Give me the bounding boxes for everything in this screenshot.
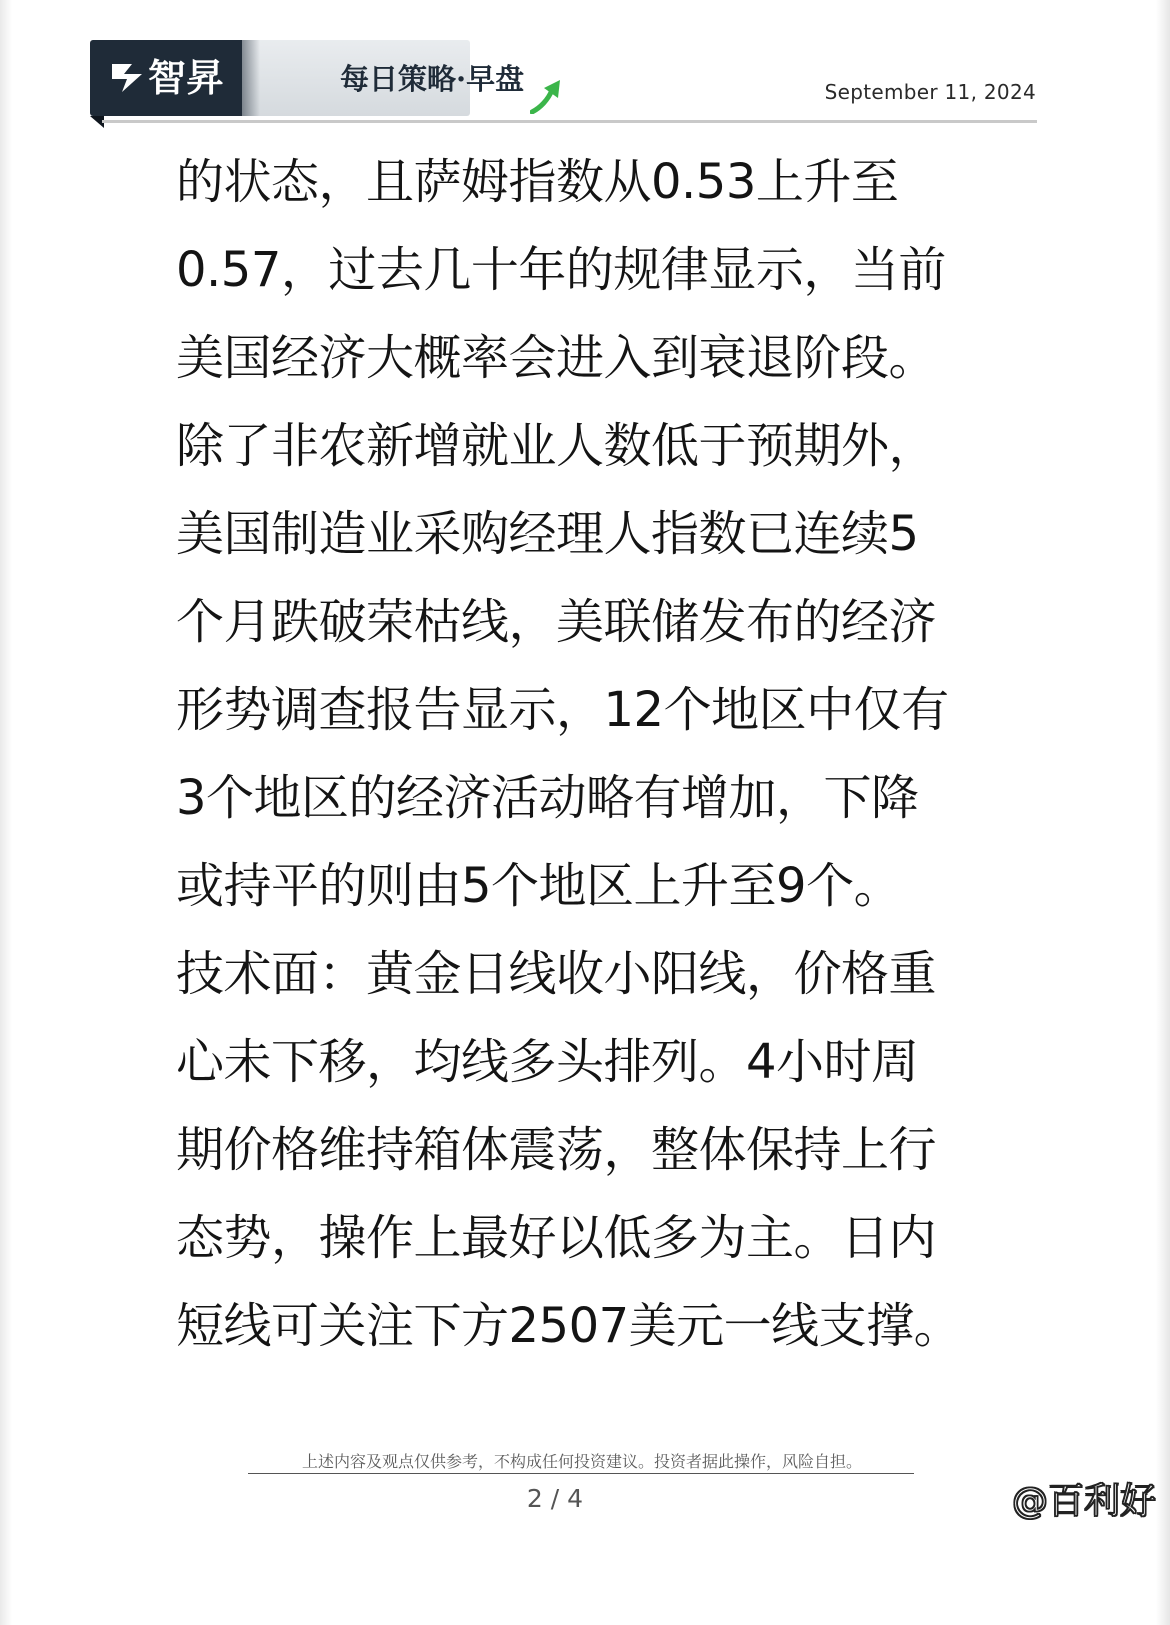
body-line: 的状态，且萨姆指数从0.53上升至 — [176, 154, 899, 210]
body-line: 个月跌破荣枯线，美联储发布的经济 — [176, 594, 937, 650]
body-line: 短线可关注下方2507美元一线支撑。 — [176, 1298, 962, 1354]
logo-text: 智昇 — [148, 56, 225, 100]
watermark: @百利好 — [1011, 1481, 1156, 1522]
body-line: 或持平的则由5个地区上升至9个。 — [176, 858, 902, 914]
page-number: 2 / 4 — [526, 1484, 584, 1513]
brand-dark-panel — [90, 40, 242, 116]
header-divider — [102, 120, 1037, 123]
logo-icon — [110, 62, 144, 94]
up-arrow-icon — [530, 78, 566, 114]
brand-banner — [90, 40, 525, 116]
header-subtitle: 每日策略·早盘 — [340, 62, 525, 96]
page-edge-right — [1156, 0, 1170, 1625]
disclaimer-text: 上述内容及观点仅供参考，不构成任何投资建议。投资者据此操作，风险自担。 — [301, 1452, 862, 1471]
page-edge-left — [0, 0, 12, 1625]
body-line: 美国制造业采购经理人指数已连续5 — [176, 506, 919, 562]
footer-divider — [248, 1473, 914, 1474]
body-line: 0.57，过去几十年的规律显示，当前 — [176, 242, 946, 298]
body-line: 态势，操作上最好以低多为主。日内 — [176, 1210, 937, 1266]
body-line: 心未下移，均线多头排列。4小时周 — [176, 1034, 919, 1090]
body-line: 形势调查报告显示，12个地区中仅有 — [176, 682, 949, 738]
article-body — [176, 138, 966, 1370]
header-date: September 11, 2024 — [824, 80, 1036, 104]
body-line: 期价格维持箱体震荡，整体保持上行 — [176, 1122, 937, 1178]
body-line: 技术面：黄金日线收小阳线，价格重 — [176, 946, 937, 1002]
body-line: 3个地区的经济活动略有增加，下降 — [176, 770, 919, 826]
body-line: 除了非农新增就业人数低于预期外， — [176, 418, 937, 474]
body-line: 美国经济大概率会进入到衰退阶段。 — [176, 330, 937, 386]
